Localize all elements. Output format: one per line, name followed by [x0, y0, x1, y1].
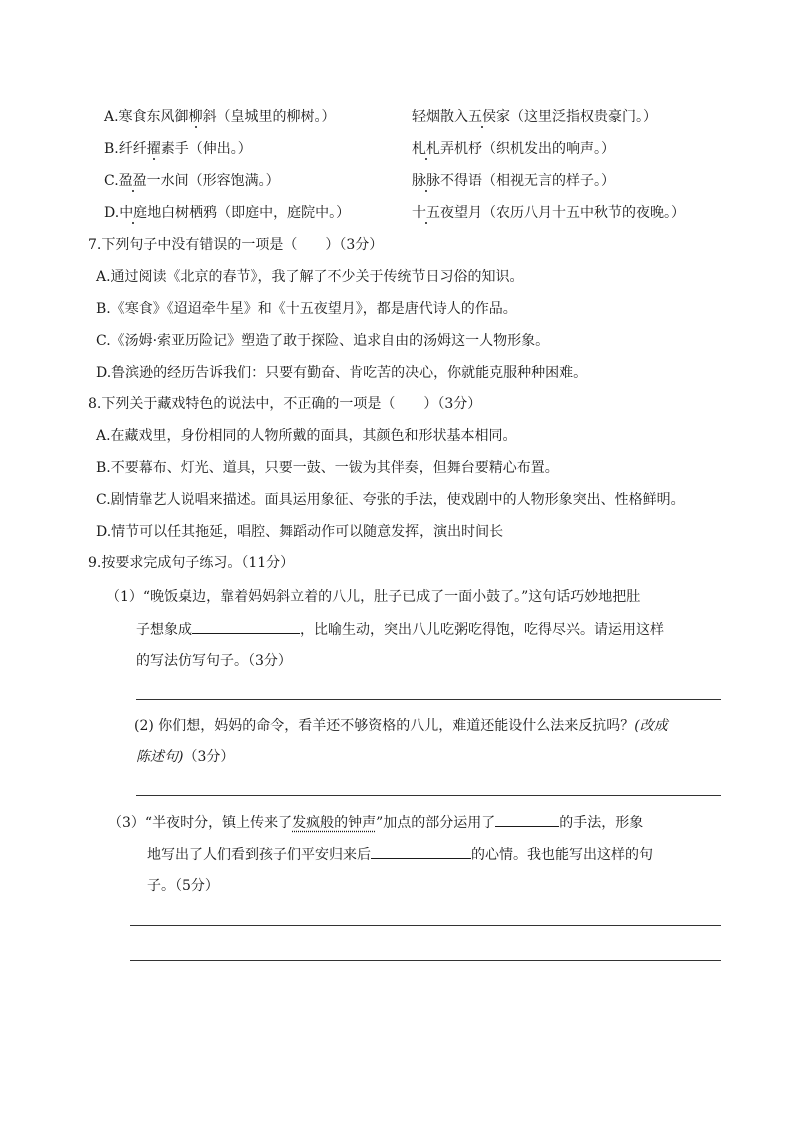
q9-stem: 9.按要求完成句子练习。（11分）: [88, 555, 295, 571]
answer-line[interactable]: [130, 925, 721, 926]
emphasized-char: 擢: [146, 141, 161, 157]
text-seg: C.: [104, 173, 119, 189]
q6-option-d-right: [412, 203, 685, 223]
text-seg: D.: [104, 205, 120, 221]
q8-option-a: A.在藏戏里，身份相同的人物所戴的面具，其颜色和形状基本相同。: [96, 428, 517, 444]
emphasized-char: 柳: [188, 109, 203, 125]
emphasized-char: 札札: [412, 141, 440, 157]
text-seg: 轻烟散入: [412, 109, 468, 125]
emphasized-char: 脉脉: [412, 173, 440, 189]
q9-part2-line1: [134, 716, 668, 736]
q9-part1-line1: （1）“晚饭桌边，靠着妈妈斜立着的八儿，肚子已成了一面小鼓了。”这句话巧妙地把肚: [106, 589, 641, 605]
text-seg: ”加点的部分运用了: [376, 815, 496, 831]
q6-option-d-left: [104, 203, 350, 223]
emphasized-phrase: 发疯般的钟声: [292, 815, 377, 831]
instruction-text: 陈述句): [136, 749, 184, 765]
q7-option-d: D.鲁滨逊的经历告诉我们：只要有勤奋、肯吃苦的决心，你就能克服种种困难。: [96, 365, 588, 381]
emphasized-char: 盈盈: [118, 173, 147, 189]
emphasized-char: 中庭: [119, 205, 148, 221]
text-seg: 地白树栖鸦（即庭中，庭院中。）: [147, 205, 351, 221]
q6-option-a-left: [104, 107, 336, 127]
q8-option-b: B.不要幕布、灯光、道具，只要一鼓、一钹为其伴奏，但舞台要精心布置。: [96, 460, 559, 476]
q9-part1-line3: 的写法仿写句子。（3分）: [136, 653, 292, 669]
text-seg: A.寒食东风御: [104, 109, 189, 125]
instruction-text: (改成: [634, 718, 668, 734]
q7-option-c: C.《汤姆·索亚历险记》塑造了敢于探险、追求自由的汤姆这一人物形象。: [96, 333, 550, 349]
fill-blank[interactable]: [495, 812, 559, 827]
fill-blank[interactable]: [371, 844, 471, 859]
answer-line[interactable]: [136, 795, 721, 796]
q6-option-b-left: [104, 139, 252, 159]
q7-option-b: B.《寒食》《迢迢牵牛星》和《十五夜望月》，都是唐代诗人的作品。: [96, 301, 517, 317]
q6-option-c-left: [104, 171, 280, 191]
text-seg: 弄机杼（织机发出的响声。）: [440, 141, 615, 157]
text-seg: 地写出了人们看到孩子们平安归来后: [147, 847, 371, 863]
text-seg: 的心情。我也能写出这样的句: [471, 847, 653, 863]
text-seg: 夜望月（农历八月十五中秋节的夜晚。）: [440, 205, 685, 221]
q7-stem: 7.下列句子中没有错误的一项是（ ）（3分）: [88, 237, 384, 253]
text-seg: 不得语（相视无言的样子。）: [440, 173, 615, 189]
q6-option-c-right: [412, 171, 615, 191]
text-seg: (2) 你们想，妈妈的命令，看羊还不够资格的八儿，难道还能设什么法来反抗吗？: [134, 718, 635, 734]
text-seg: （3分）: [183, 749, 235, 765]
q9-part3-line1: [108, 812, 643, 833]
q6-option-a-right: [412, 107, 657, 127]
text-seg: 家（这里泛指权贵豪门。）: [496, 109, 657, 125]
text-seg: B.纤纤: [104, 141, 147, 157]
q6-option-b-right: [412, 139, 615, 159]
q8-option-c: C.剧情靠艺人说唱来描述。面具运用象征、夸张的手法，使戏剧中的人物形象突出、性格鲜明。: [96, 492, 685, 508]
fill-blank[interactable]: [192, 619, 300, 634]
q8-option-d: D.情节可以任其拖延，唱腔、舞蹈动作可以随意发挥，演出时间长: [96, 524, 504, 540]
text-seg: 子想象成: [136, 622, 192, 638]
q9-part3-line3: 子。（5分）: [147, 878, 219, 894]
emphasized-char: 十五: [412, 205, 440, 221]
emphasized-char: 五侯: [468, 109, 496, 125]
q9-part2-line2: [136, 747, 234, 767]
q8-stem: 8.下列关于藏戏特色的说法中，不正确的一项是（ ）（3分）: [88, 396, 482, 412]
text-seg: 斜（皇城里的柳树。）: [202, 109, 336, 125]
text-seg: 的手法，形象: [559, 815, 644, 831]
q7-option-a: A.通过阅读《北京的春节》，我了解了不少关于传统节日习俗的知识。: [96, 269, 524, 285]
answer-line[interactable]: [136, 699, 721, 700]
text-seg: 一水间（形容饱满。）: [146, 173, 280, 189]
text-seg: ，比喻生动，突出八儿吃粥吃得饱，吃得尽兴。请运用这样: [300, 622, 664, 638]
q9-part3-line2: [147, 844, 653, 865]
text-seg: （3）“半夜时分，镇上传来了: [108, 815, 293, 831]
q9-part1-line2: [136, 619, 664, 640]
answer-line[interactable]: [130, 960, 721, 961]
text-seg: 素手（伸出。）: [160, 141, 252, 157]
